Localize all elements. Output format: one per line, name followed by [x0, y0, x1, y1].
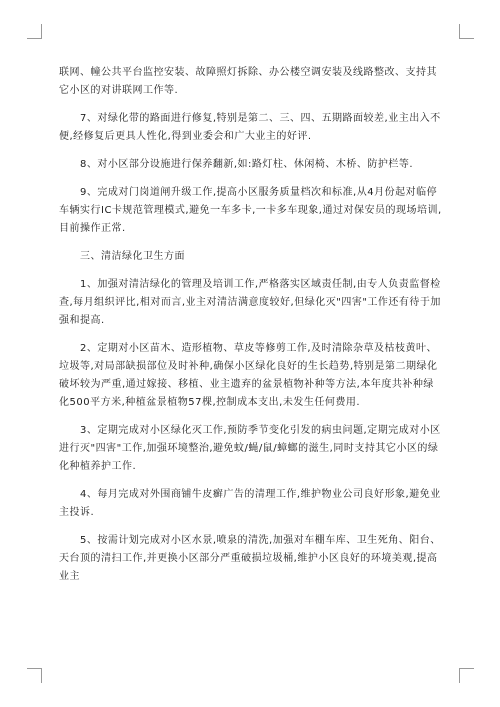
- crop-mark-top-left: [27, 24, 42, 39]
- paragraph: 2、定期对小区苗木、造形植物、草皮等修剪工作,及时清除杂草及枯枝黄叶、垃圾等,对局部缺损部位及时补种,确保小区绿化良好的生长趋势,特别是第二期绿化破坏较为严重,通过嫁接、移植、业主遗弃的盆景植物补种等方法,本年度共补种绿化500平方米,种植盆景植物57棵,控制成本支出,未发生任何费用.: [59, 343, 438, 408]
- section-heading: 三、清洁绿化卫生方面: [80, 251, 185, 262]
- paragraph: 7、对绿化带的路面进行修复,特别是第二、三、四、五期路面较差,业主出入不便,经修复后更具人性化,得到业委会和广大业主的好评.: [59, 113, 441, 142]
- paragraph: 4、每月完成对外围商铺牛皮癣广告的清理工作,维护物业公司良好形象,避免业主投诉.: [59, 489, 441, 518]
- paragraph: 5、按需计划完成对小区水景,喷泉的清洗,加强对车棚车库、卫生死角、阳台、天台顶的清扫工作,并更换小区部分严重破损垃圾桶,维护小区良好的环境美观,提高业主: [59, 535, 441, 582]
- document-body: [59, 64, 443, 596]
- crop-mark-bottom-right: [459, 668, 474, 683]
- paragraph: 3、定期完成对小区绿化灭工作,预防季节变化引发的病虫问题,定期完成对小区进行灭"四害"工作,加强环境整治,避免蚊/蝇/鼠/蟑螂的滋生,同时支持其它小区的绿化种植养护工作.: [59, 425, 441, 472]
- paragraph: 1、加强对清洁绿化的管理及培训工作,严格落实区域责任制,由专人负责监督检查,每月组织评比,相对而言,业主对清洁满意度较好,但绿化灭"四害"工作还有待于加强和提高.: [59, 279, 441, 326]
- paragraph: 联网、幢公共平台监控安装、故障照灯拆除、办公楼空调安装及线路整改、支持其它小区的对讲联网工作等.: [59, 67, 437, 96]
- paragraph: 9、完成对门岗道闸升级工作,提高小区服务质量档次和标准,从4月份起对临停车辆实行IC卡规范管理模式,避免一车多卡,一卡多车现象,通过对保安员的现场培训,目前操作正常.: [59, 187, 442, 234]
- paragraph: 8、对小区部分设施进行保养翻新,如:路灯柱、休闲椅、木桥、防护栏等.: [80, 159, 414, 170]
- crop-mark-bottom-left: [27, 668, 42, 683]
- crop-mark-top-right: [459, 24, 474, 39]
